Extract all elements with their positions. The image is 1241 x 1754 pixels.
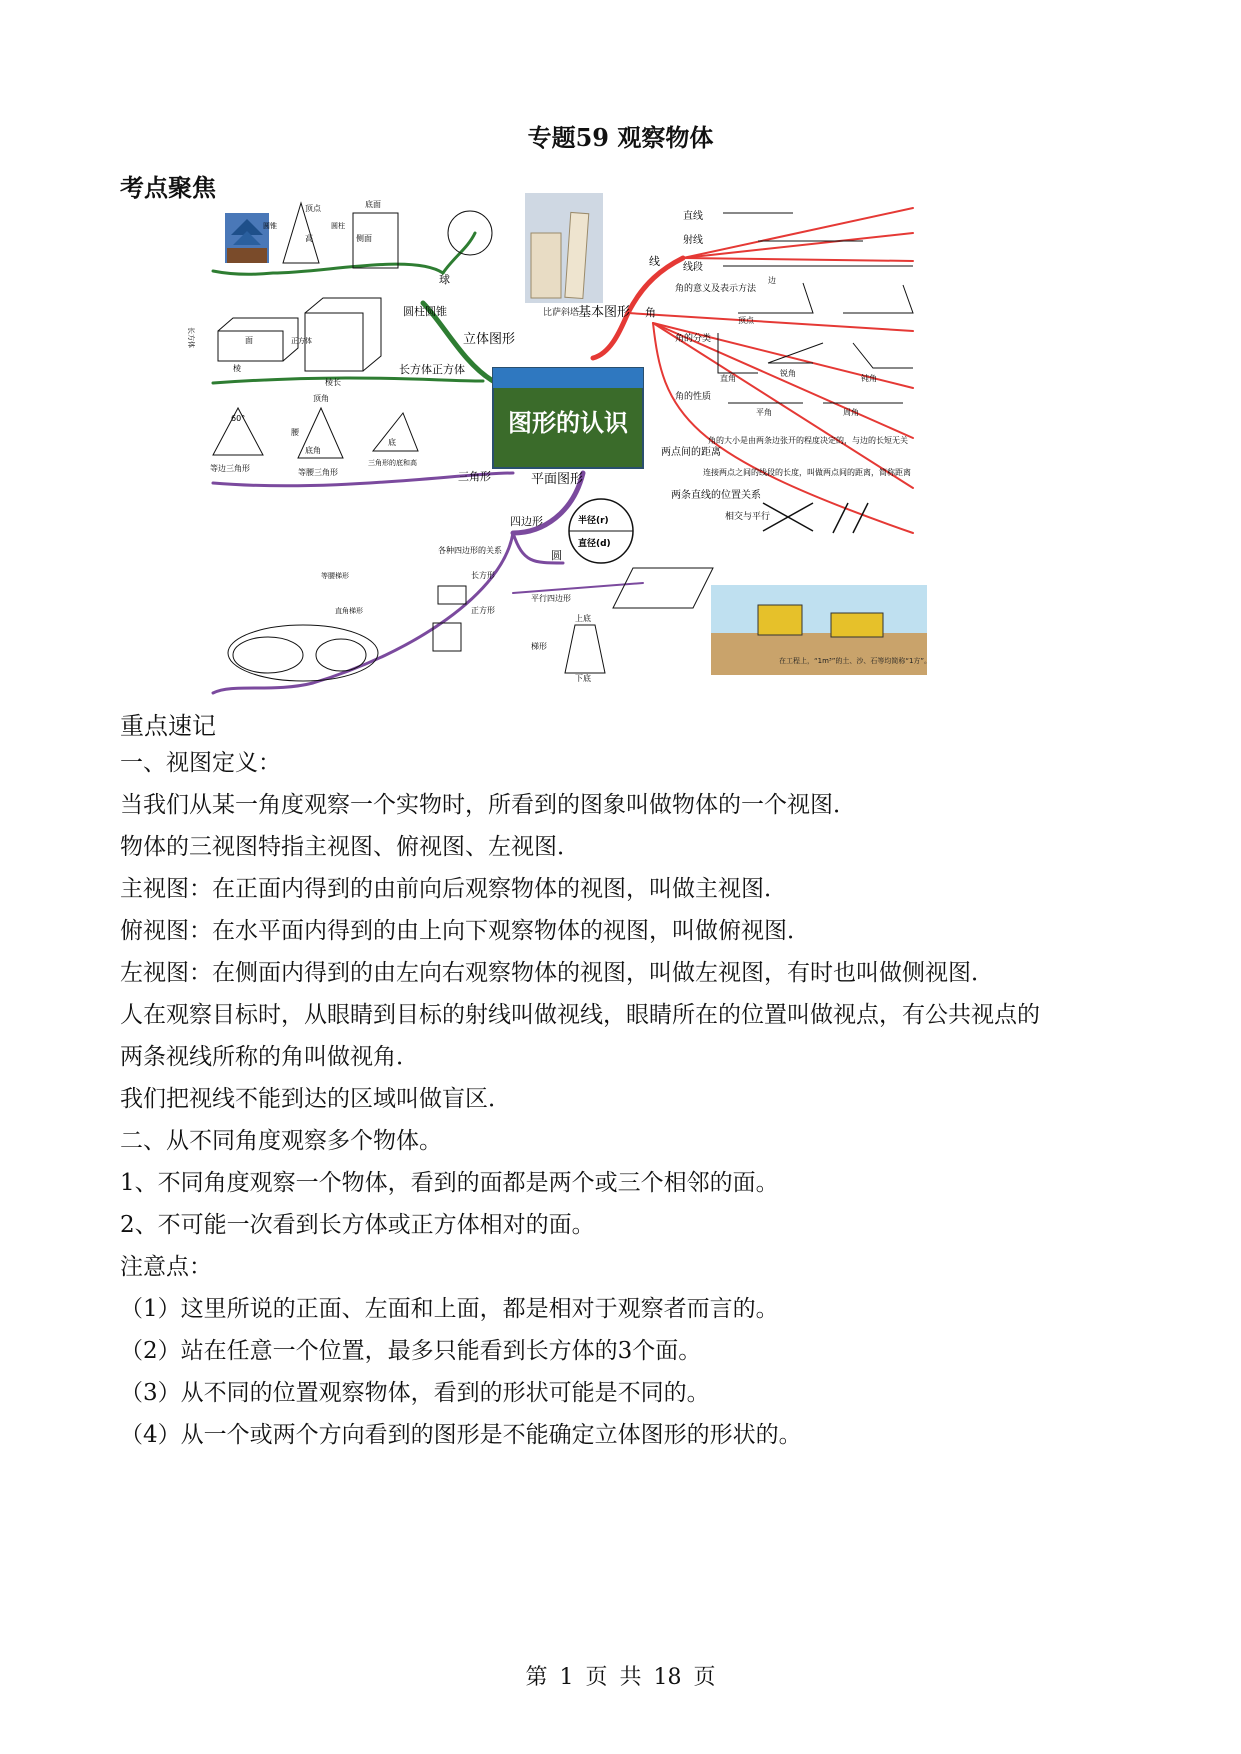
text-line: （4）从一个或两个方向看到的图形是不能确定立体图形的形状的。	[120, 1422, 802, 1448]
branch-cuboid-cube: 长方体正方体	[399, 363, 465, 376]
label-isosceles: 等腰三角形	[298, 468, 338, 477]
label-quad-relation: 各种四边形的关系	[438, 546, 502, 555]
label-right-trapezoid: 直角梯形	[335, 607, 363, 615]
label-bottom: 底	[388, 438, 396, 447]
label-distance: 两点间的距离	[661, 447, 721, 458]
label-edge-length: 棱长	[325, 378, 341, 387]
label-apex-angle: 顶角	[313, 394, 329, 403]
text-line: 我们把视线不能到达的区域叫做盲区．	[120, 1086, 511, 1112]
text-line: 人在观察目标时，从眼睛到目标的射线叫做视线，眼睛所在的位置叫做视点，有公共视点的	[120, 1002, 1040, 1028]
label-height: 高	[305, 234, 313, 243]
label-cone-top: 顶点	[305, 204, 321, 213]
label-intersect-parallel: 相交与平行	[725, 512, 771, 522]
label-angle-meaning: 角的意义及表示方法	[675, 284, 757, 294]
label-round-angle: 周角	[843, 408, 859, 417]
label-right-angle: 直角	[720, 374, 736, 383]
footer-current-page: 1	[559, 1665, 574, 1690]
label-square: 正方形	[471, 606, 495, 615]
label-base-angle: 底角	[305, 446, 321, 455]
label-equilateral: 等边三角形	[210, 464, 250, 473]
text-line: 2、不可能一次看到长方体或正方体相对的面。	[120, 1212, 595, 1238]
footer-total-pages: 18	[653, 1665, 682, 1690]
temple-photo	[225, 213, 269, 263]
label-waist: 腰	[291, 428, 299, 437]
label-segment: 线段	[683, 262, 703, 273]
label-lateral: 侧面	[356, 234, 372, 243]
branch-basic: 基本图形	[578, 305, 631, 320]
branch-triangle: 三角形	[458, 470, 491, 483]
label-face: 面	[245, 336, 253, 345]
label-angle-note: 角的大小是由两条边张开的程度决定的，与边的长短无关	[708, 436, 908, 445]
text-line: 1、不同角度观察一个物体，看到的面都是两个或三个相邻的面。	[120, 1170, 779, 1196]
pisa-photo	[525, 193, 603, 318]
footer-total-prefix: 共	[619, 1665, 642, 1690]
page-title: 专题59 观察物体	[527, 123, 714, 152]
label-rectangle: 长方形	[471, 571, 495, 580]
branch-sphere: 球	[439, 273, 450, 286]
label-lower-base: 下底	[575, 674, 591, 683]
footer-page-prefix: 第	[525, 1665, 548, 1690]
footer-total-suffix: 页	[693, 1665, 716, 1690]
label-cuboid: 长方体	[187, 327, 195, 348]
center-card	[493, 368, 643, 468]
label-parallelogram: 平行四边形	[531, 594, 571, 603]
label-obtuse-angle: 钝角	[861, 374, 877, 383]
page-footer	[0, 1660, 1241, 1691]
text-line: （3）从不同的位置观察物体，看到的形状可能是不同的。	[120, 1380, 710, 1406]
branch-solid: 立体图形	[463, 332, 516, 347]
label-60deg: 60°	[231, 414, 246, 423]
label-base: 底面	[365, 200, 381, 209]
text-line: 俯视图：在水平面内得到的由上向下观察物体的视图，叫做俯视图．	[120, 918, 810, 944]
label-straight-line: 直线	[683, 211, 703, 222]
branch-quadrilateral: 四边形	[510, 515, 543, 528]
text-line: （2）站在任意一个位置，最多只能看到长方体的3个面。	[120, 1338, 702, 1364]
text-line: 物体的三视图特指主视图、俯视图、左视图．	[120, 834, 580, 860]
bulldozer-photo	[711, 585, 931, 675]
label-upper-base: 上底	[575, 614, 591, 623]
label-straight-angle: 平角	[756, 408, 772, 417]
label-isosceles-trapezoid: 等腰梯形	[321, 572, 349, 580]
label-cone: 圆锥	[263, 222, 277, 230]
label-angle-props: 角的性质	[675, 392, 712, 402]
label-distance-note: 连接两点之间的线段的长度，叫做两点间的距离，简称距离	[703, 468, 911, 477]
text-line: 注意点：	[120, 1254, 212, 1280]
branch-circle: 圆	[551, 549, 562, 562]
text-line: （1）这里所说的正面、左面和上面，都是相对于观察者而言的。	[120, 1296, 779, 1322]
label-trapezoid: 梯形	[531, 642, 547, 651]
center-title: 图形的认识	[508, 409, 628, 437]
branch-angle: 角	[645, 306, 656, 319]
footer-page-suffix: 页	[585, 1665, 608, 1690]
text-line: 主视图：在正面内得到的由前向后观察物体的视图，叫做主视图．	[120, 876, 787, 902]
section-heading-focus: 考点聚焦	[120, 173, 216, 202]
label-acute-angle: 锐角	[780, 369, 796, 378]
text-line: 左视图：在侧面内得到的由左向右观察物体的视图，叫做左视图，有时也叫做侧视图．	[120, 960, 994, 986]
label-diameter: 直径(d)	[578, 539, 611, 549]
text-line: 两条视线所称的角叫做视角．	[120, 1044, 419, 1070]
section-heading-memo: 重点速记	[120, 712, 216, 740]
branch-cylinder-cone: 圆柱圆锥	[403, 305, 447, 318]
label-ray: 射线	[683, 235, 703, 246]
label-cube: 正方体	[291, 337, 312, 345]
text-line: 当我们从某一角度观察一个实物时，所看到的图象叫做物体的一个视图．	[120, 792, 856, 818]
label-position: 两条直线的位置关系	[671, 490, 761, 501]
label-edge: 棱	[233, 364, 241, 373]
label-cylinder: 圆柱	[331, 222, 345, 230]
text-line: 二、从不同角度观察多个物体。	[120, 1128, 442, 1154]
label-side: 边	[768, 276, 776, 285]
cartoon-note: 在工程上，“1m³”的土、沙、石等均简称“1方”。	[779, 657, 932, 665]
label-vertex: 顶点	[738, 316, 754, 325]
label-radius: 半径(r)	[578, 516, 609, 526]
label-tri-height: 三角形的底和高	[368, 459, 417, 467]
text-line: 一、视图定义：	[120, 750, 281, 776]
pisa-label: 比萨斜塔	[543, 308, 580, 318]
branch-line: 线	[649, 255, 660, 268]
label-angle-types: 角的分类	[675, 334, 712, 344]
branch-plane: 平面图形	[531, 472, 584, 487]
